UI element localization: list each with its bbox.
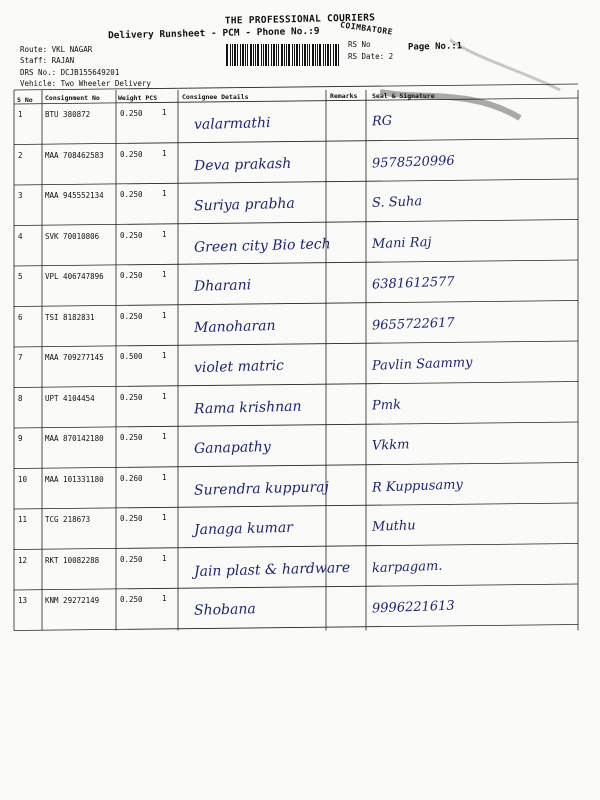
row-pcs: 1: [162, 229, 167, 239]
row-signature: 9655722617: [371, 315, 455, 333]
row-sno: 10: [18, 474, 28, 484]
row-sno: 12: [18, 555, 28, 565]
row-pcs: 1: [162, 310, 167, 320]
row-consignment-no: UPT 4104454: [45, 393, 95, 403]
rs-date: RS Date: 2: [348, 52, 394, 61]
row-consignee-handwritten: violet matric: [193, 357, 285, 377]
row-sno: 9: [18, 434, 23, 443]
row-consignee-handwritten: Dharani: [193, 277, 252, 295]
col-consignee: Consignee Details: [182, 93, 249, 101]
col-consignment: Consignment No: [45, 94, 100, 102]
row-consignee-handwritten: Janaga kumar: [193, 519, 294, 539]
row-sno: 4: [18, 231, 23, 241]
row-sno: 3: [18, 191, 23, 200]
row-signature: Pavlin Saammy: [371, 355, 473, 374]
staff-label: Staff: RAJAN: [20, 56, 75, 65]
row-consignment-no: MAA 870142180: [45, 434, 104, 443]
row-signature: 9996221613: [371, 598, 455, 617]
row-weight: 0.250: [120, 311, 143, 321]
row-sno: 13: [18, 596, 28, 605]
row-consignee-handwritten: valarmathi: [193, 115, 271, 133]
row-sno: 7: [18, 353, 23, 362]
row-signature: Muthu: [371, 518, 416, 535]
row-pcs: 1: [162, 553, 167, 563]
row-pcs: 1: [162, 594, 167, 603]
row-signature: Vkkm: [371, 437, 410, 454]
row-consignee-handwritten: Suriya prabha: [193, 195, 296, 215]
runsheet-title: Delivery Runsheet - PCM - Phone No.:9: [107, 25, 320, 42]
row-pcs: 1: [162, 472, 167, 482]
row-consignee-handwritten: Surendra kuppuraj: [193, 478, 330, 499]
row-consignment-no: TCG 218673: [45, 515, 91, 524]
row-weight: 0.250: [120, 149, 143, 159]
row-consignment-no: MAA 708462583: [45, 150, 104, 160]
row-sno: 6: [18, 312, 23, 322]
col-weight-pcs: Weight PCS: [118, 94, 158, 102]
row-pcs: 1: [162, 189, 167, 198]
row-weight: 0.250: [120, 271, 143, 280]
row-consignee-handwritten: Manoharan: [193, 317, 276, 336]
row-signature: karpagam.: [371, 558, 443, 576]
col-sno: S No: [17, 96, 33, 104]
row-pcs: 1: [162, 391, 167, 401]
route-label: Route: VKL NAGAR: [20, 45, 93, 54]
vehicle-label: Vehicle: Two Wheeler Delivery: [20, 79, 151, 88]
row-consignee-handwritten: Green city Bio tech: [193, 235, 331, 256]
row-consignment-no: KNM 29272149: [45, 596, 100, 605]
page-number: Page No.:1: [407, 41, 463, 53]
row-consignment-no: VPL 406747896: [45, 272, 104, 281]
col-remarks: Remarks: [330, 92, 358, 100]
row-weight: 0.250: [120, 433, 143, 442]
row-pcs: 1: [162, 432, 167, 441]
row-consignment-no: MAA 945552134: [45, 191, 104, 200]
row-weight: 0.250: [120, 109, 143, 118]
row-sno: 11: [18, 515, 28, 524]
row-signature: 6381612577: [371, 274, 455, 293]
row-weight: 0.250: [120, 392, 143, 402]
rs-number: RS No: [348, 40, 371, 49]
row-signature: Pmk: [371, 396, 402, 414]
row-consignment-no: MAA 101331180: [45, 474, 104, 484]
row-consignment-no: RKT 10082288: [45, 555, 100, 565]
row-sno: 8: [18, 393, 23, 403]
row-pcs: 1: [162, 351, 167, 360]
row-signature: Mani Raj: [371, 234, 432, 252]
row-weight: 0.250: [120, 514, 143, 523]
row-consignment-no: TSI 8182831: [45, 312, 95, 322]
row-sno: 5: [18, 272, 23, 281]
row-consignee-handwritten: Rama krishnan: [193, 398, 302, 417]
row-sno: 2: [18, 150, 23, 160]
row-weight: 0.250: [120, 230, 143, 240]
row-signature: R Kuppusamy: [371, 476, 464, 496]
row-consignment-no: MAA 709277145: [45, 353, 104, 362]
row-weight: 0.250: [120, 190, 143, 199]
row-weight: 0.250: [120, 595, 143, 604]
row-pcs: 1: [162, 513, 167, 522]
row-sno: 1: [18, 110, 23, 119]
row-signature: 9578520996: [371, 153, 455, 171]
row-pcs: 1: [162, 108, 167, 117]
row-pcs: 1: [162, 270, 167, 279]
row-consignee-handwritten: Deva prakash: [193, 155, 292, 174]
row-signature: RG: [371, 113, 393, 130]
row-consignee-handwritten: Jain plast & hardware: [193, 559, 351, 580]
row-weight: 0.250: [120, 554, 143, 564]
col-seal-signature: Seal & Signature: [372, 92, 435, 100]
coimbatore-stamp: COIMBATORE: [339, 20, 394, 37]
company-name: THE PROFESSIONAL COURIERS: [224, 12, 376, 27]
row-signature: S. Suha: [371, 194, 423, 211]
row-weight: 0.500: [120, 352, 143, 361]
row-consignee-handwritten: Shobana: [193, 601, 256, 619]
row-consignee-handwritten: Ganapathy: [193, 438, 271, 458]
row-consignment-no: BTU 380872: [45, 110, 91, 119]
drs-number: DRS No.: DCJB155649201: [20, 68, 120, 77]
row-pcs: 1: [162, 148, 167, 158]
row-consignment-no: SVK 70010806: [45, 231, 100, 241]
row-weight: 0.260: [120, 473, 143, 483]
